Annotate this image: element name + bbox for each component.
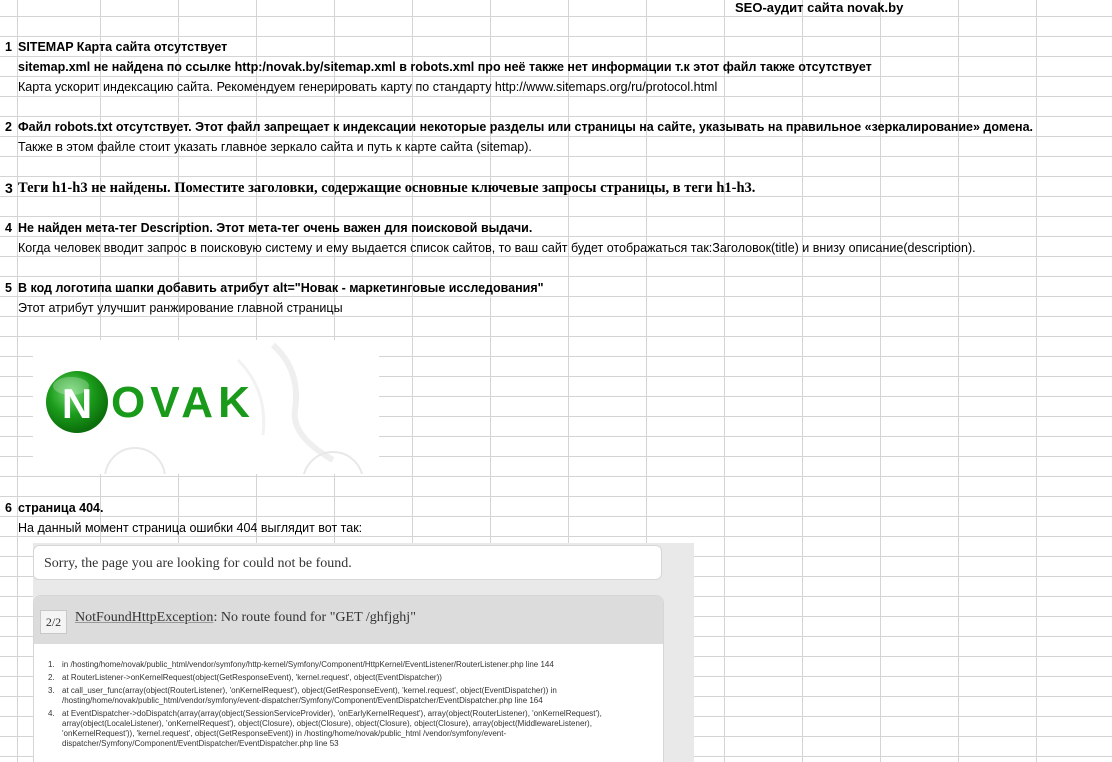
section-line: sitemap.xml не найдена по ссылке http:/novak.by/sitemap.xml в robots.xml про неё также нет информации т.к этот файл также отсутствует: [18, 60, 872, 74]
novak-logo-image: [33, 340, 379, 474]
grid-row-line: [0, 16, 1112, 17]
section-number: 6: [5, 501, 12, 515]
exception-title: [75, 608, 416, 628]
section-line: Когда человек вводит запрос в поисковую систему и ему выдается список сайтов, то ваш сайт будет отображаться так:Заголовок(title) и внизу описание(description).: [18, 241, 976, 255]
section-number: 2: [5, 120, 12, 134]
grid-column-line: [958, 0, 959, 762]
trace-index: 1.: [48, 660, 55, 669]
section-heading: страница 404.: [18, 501, 104, 515]
grid-row-line: [0, 516, 1112, 517]
exception-panel: [33, 595, 664, 762]
exception-name: NotFoundHttpException: [75, 610, 214, 625]
error-sorry-message: Sorry, the page you are looking for could not be found.: [33, 545, 662, 580]
trace-item: [48, 709, 658, 749]
grid-row-line: [0, 336, 1112, 337]
exception-header: [34, 596, 663, 644]
section-heading: Файл robots.txt отсутствует. Этот файл запрещает к индексации некоторые разделы или страницы на сайте, указывать на правильное «зеркалирование» домена.: [18, 120, 1034, 134]
grid-column-line: [802, 0, 803, 762]
grid-row-line: [0, 176, 1112, 177]
section-number: 3: [5, 180, 13, 196]
grid-row-line: [0, 476, 1112, 477]
grid-row-line: [0, 276, 1112, 277]
section-number: 4: [5, 221, 12, 235]
trace-index: 4.: [48, 709, 55, 718]
trace-index: 2.: [48, 673, 55, 682]
section-line: На данный момент страница ошибки 404 выглядит вот так:: [18, 521, 363, 535]
section-number: 1: [5, 40, 12, 54]
section-heading: В код логотипа шапки добавить атрибут alt="Новак - маркетинговые исследования": [18, 281, 544, 295]
grid-row-line: [0, 496, 1112, 497]
trace-text: at EventDispatcher->doDispatch(array(array(object(SessionServiceProvider), 'onEarlyKernelRequest'), array(object(RouterListener), 'onKernelRequest'), array(object(LocaleListener), 'onKernelRequest'), object(Closure), object(Closure), object(Closure), object(Closure), array(object(MiddlewareListener), 'onKernelRequest')), 'kernel.request', object(GetResponseEvent)) in /hosting/home/novak/public_html /vendor/symfony/event-dispatcher/Symfony/Component/EventDispatcher/EventDispatcher.php line 53: [62, 709, 602, 748]
grid-column-line: [1036, 0, 1037, 762]
grid-row-line: [0, 216, 1112, 217]
section-line: Также в этом файле стоит указать главное зеркало сайта и путь к карте сайта (sitemap).: [18, 140, 532, 154]
stack-trace: [48, 660, 658, 752]
trace-index: 3.: [48, 686, 55, 695]
trace-item: [48, 686, 658, 706]
svg-text:OVAK: OVAK: [111, 378, 255, 427]
grid-column-line: [880, 0, 881, 762]
trace-text: at RouterListener->onKernelRequest(object(GetResponseEvent), 'kernel.request', object(EventDispatcher)): [62, 673, 442, 682]
error-page-screenshot: [33, 543, 694, 762]
trace-item: [48, 660, 658, 670]
exception-message: : No route found for "GET /ghfjghj": [213, 610, 416, 625]
trace-item: [48, 673, 658, 683]
novak-logo-icon: [33, 340, 379, 474]
section-line: Этот атрибут улучшит ранжирование главной страницы: [18, 301, 343, 315]
grid-column-line: [724, 0, 725, 762]
section-number: 5: [5, 281, 12, 295]
page-title: SEO-аудит сайта novak.by: [735, 0, 904, 15]
exception-counter: 2/2: [40, 610, 67, 634]
section-heading: SITEMAP Карта сайта отсутствует: [18, 40, 228, 54]
grid-column-line: [17, 0, 18, 762]
section-line: Карта ускорит индексацию сайта. Рекомендуем генерировать карту по стандарту http://www.sitemaps.org/ru/protocol.html: [18, 80, 718, 94]
trace-text: in /hosting/home/novak/public_html/vendor/symfony/http-kernel/Symfony/Component/HttpKernel/EventListener/RouterListener.php line 144: [62, 660, 554, 669]
section-heading: Не найден мета-тег Description. Этот мета-тег очень важен для поисковой выдачи.: [18, 221, 533, 235]
section-heading: Теги h1-h3 не найдены. Поместите заголовки, содержащие основные ключевые запросы страницы, в теги h1-h3.: [18, 180, 756, 196]
trace-text: at call_user_func(array(object(RouterListener), 'onKernelRequest'), object(GetResponseEvent), 'kernel.request', object(EventDispatcher)) in /hosting/home/novak/public_html/vendor/symfony/event-dispatcher/Symfony/Component/EventDispatcher/EventDispatcher.php line 164: [62, 686, 557, 705]
svg-text:N: N: [61, 380, 93, 427]
